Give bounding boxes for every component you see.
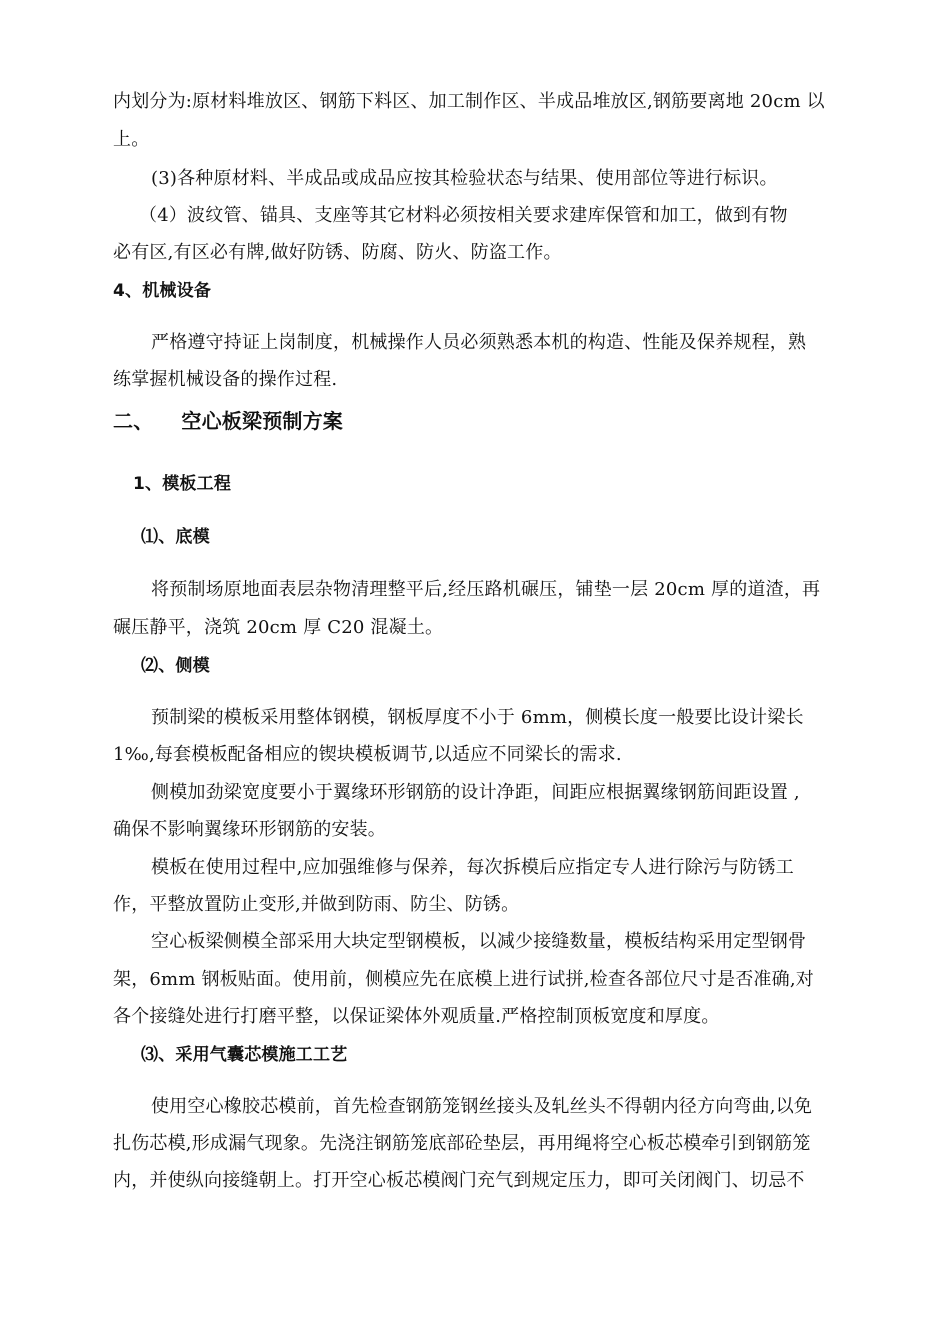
paragraph-line: 使用空心橡胶芯模前，首先检查钢筋笼钢丝接头及轧丝头不得朝内径方向弯曲,以免 [151, 1096, 813, 1117]
chapter-title: 空心板梁预制方案 [181, 409, 344, 433]
chapter-heading [113, 407, 343, 435]
paragraph-line: 必有区,有区必有牌,做好防锈、防腐、防火、防盗工作。 [113, 242, 562, 263]
paragraph-line: 内，并使纵向接缝朝上。打开空心板芯模阀门充气到规定压力，即可关闭阀门、切忌不 [113, 1170, 805, 1191]
paragraph-line: 碾压静平，浇筑 20cm 厚 C20 混凝土。 [113, 617, 444, 638]
paragraph-line: 严格遵守持证上岗制度，机械操作人员必须熟悉本机的构造、性能及保养规程，熟 [151, 332, 807, 353]
paragraph-line: 模板在使用过程中,应加强维修与保养，每次拆模后应指定专人进行除污与防锈工 [151, 857, 794, 878]
paragraph-line: 扎伤芯模,形成漏气现象。先浇注钢筋笼底部砼垫层，再用绳将空心板芯模牵引到钢筋笼 [113, 1133, 811, 1154]
paragraph-line: 各个接缝处进行打磨平整，以保证梁体外观质量.严格控制顶板宽度和厚度。 [113, 1006, 720, 1027]
subsection-heading: ⑴、底模 [141, 527, 210, 547]
subsection-heading: ⑶、采用气囊芯模施工工艺 [141, 1045, 348, 1065]
paragraph-line: （4）波纹管、锚具、支座等其它材料必须按相关要求建库保管和加工，做到有物 [139, 205, 788, 226]
paragraph-line: 预制梁的模板采用整体钢模，钢板厚度不小于 6mm，侧模长度一般要比设计梁长 [151, 707, 804, 728]
paragraph-line: 上。 [113, 129, 150, 150]
paragraph-line: 1‰,每套模板配备相应的锲块模板调节,以适应不同梁长的需求. [113, 744, 622, 765]
subsection-heading: ⑵、侧模 [141, 656, 210, 676]
section-heading: 4、机械设备 [113, 281, 212, 301]
paragraph-line: 空心板梁侧模全部采用大块定型钢模板，以减少接缝数量，模板结构采用定型钢骨 [151, 931, 807, 952]
paragraph-line: 侧模加劲梁宽度要小于翼缘环形钢筋的设计净距，间距应根据翼缘钢筋间距设置 , [151, 782, 800, 803]
paragraph-line: 确保不影响翼缘环形钢筋的安装。 [113, 819, 386, 840]
paragraph-line: 将预制场原地面表层杂物清理整平后,经压路机碾压，铺垫一层 20cm 厚的道渣，再 [151, 579, 821, 600]
paragraph-line: 作，平整放置防止变形,并做到防雨、防尘、防锈。 [113, 894, 520, 915]
section-heading: 1、模板工程 [133, 474, 232, 494]
paragraph-line: 架，6mm 钢板贴面。使用前，侧模应先在底模上进行试拼,检查各部位尺寸是否准确,对 [113, 969, 814, 990]
paragraph-line: 练掌握机械设备的操作过程. [113, 369, 338, 390]
paragraph-line: 内划分为:原材料堆放区、钢筋下料区、加工制作区、半成品堆放区,钢筋要离地 20cm 以 [113, 91, 825, 112]
chapter-number: 二、 [113, 409, 154, 433]
paragraph-line: (3)各种原材料、半成品或成品应按其检验状态与结果、使用部位等进行标识。 [151, 168, 778, 189]
